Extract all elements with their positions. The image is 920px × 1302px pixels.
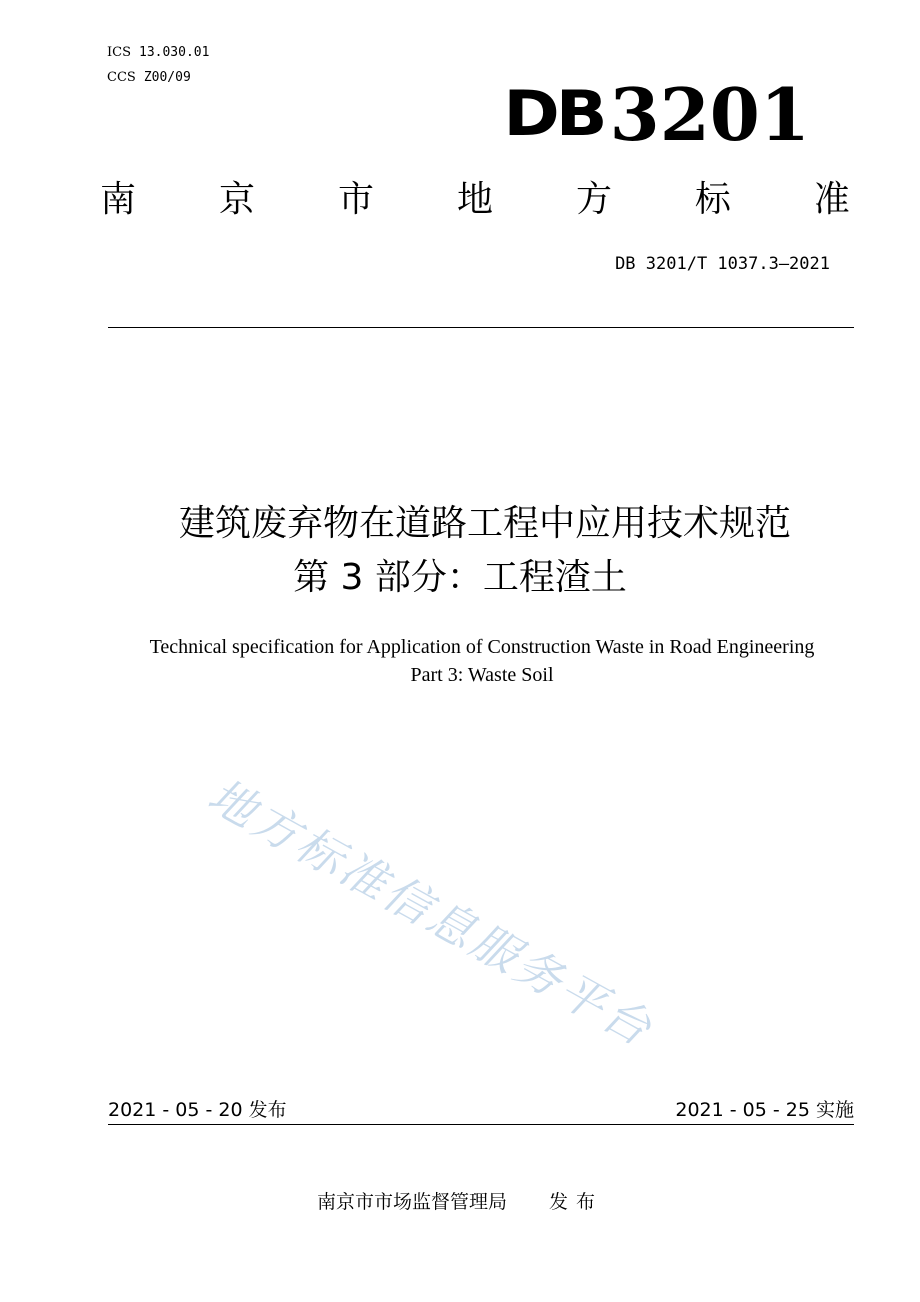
standard-type-char: 标: [694, 179, 731, 220]
db-region-number: 3201: [609, 72, 810, 157]
issue-date: 2021 - 05 - 20 发布: [108, 1099, 287, 1121]
issuer-line: [0, 1188, 920, 1216]
issuer-action: 发布: [549, 1191, 604, 1213]
ccs-code: [107, 70, 191, 86]
standard-type-char: 地: [456, 179, 493, 220]
ccs-label: CCS: [107, 70, 136, 85]
standard-number: DB 3201/T 1037.3—2021: [615, 254, 830, 274]
standard-type-char: 市: [337, 179, 374, 220]
title-chinese-line2: 第 3 部分：工程渣土: [293, 557, 627, 598]
top-divider: [108, 327, 854, 328]
ics-value: 13.030.01: [139, 45, 210, 60]
standard-type-char: 方: [575, 179, 612, 220]
title-chinese-line1: 建筑废弃物在道路工程中应用技术规范: [178, 503, 791, 544]
standard-type-char: 南: [100, 179, 137, 220]
issuer-name: 南京市市场监督管理局: [316, 1191, 507, 1213]
bottom-divider: [108, 1124, 854, 1125]
db-standard-code: [503, 70, 810, 160]
standard-type-char: 京: [218, 179, 255, 220]
db-logo: DB: [503, 78, 604, 151]
standard-type-heading: [100, 178, 850, 222]
ics-label: ICS: [107, 45, 131, 60]
ics-code: [107, 45, 209, 61]
standard-type-char: 准: [813, 179, 850, 220]
watermark: 地方标准信息服务平台: [199, 767, 663, 1058]
implementation-date: 2021 - 05 - 25 实施: [675, 1099, 854, 1121]
title-english-line1: Technical specification for Application of Construction Waste in Road Engineering: [149, 636, 815, 658]
ccs-value: Z00/09: [143, 70, 191, 85]
title-english-line2: Part 3: Waste Soil: [410, 664, 554, 686]
